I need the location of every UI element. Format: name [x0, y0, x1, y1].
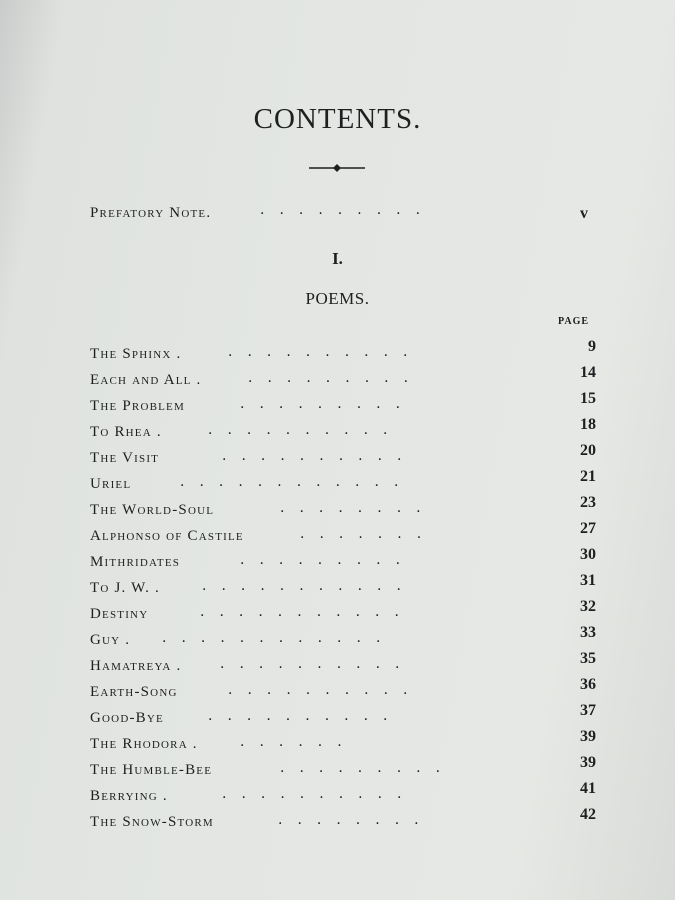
- toc-entry-page: 23: [580, 494, 596, 511]
- toc-entry-label: Hamatreya .: [90, 658, 182, 674]
- toc-entry-label: Mithridates: [90, 554, 181, 570]
- toc-entry-page: 14: [580, 364, 596, 381]
- toc-entry-page: 36: [580, 676, 596, 693]
- page-column-header: PAGE: [558, 316, 590, 327]
- toc-entry-label: The Sphinx .: [90, 346, 182, 362]
- toc-entry-label: Good-Bye: [90, 710, 164, 726]
- toc-entry: [90, 702, 596, 728]
- toc-entry: [90, 624, 596, 650]
- toc-entry-label: The Rhodora .: [90, 736, 198, 752]
- leader-dots: ·········: [280, 764, 456, 780]
- toc-entry: [90, 728, 596, 754]
- toc-entry: [90, 598, 596, 624]
- leader-dots: ········: [280, 504, 436, 520]
- leader-dots: ··········: [228, 348, 423, 364]
- toc-entry-page: 30: [580, 546, 596, 563]
- toc-entry: [90, 780, 596, 806]
- toc-entry-page: 42: [580, 806, 596, 823]
- toc-entry: [90, 754, 596, 780]
- leader-dots: ·········: [240, 556, 416, 572]
- toc-entry: [90, 390, 596, 416]
- toc-entry-label: Earth-Song: [90, 684, 178, 700]
- toc-entry-page: 39: [580, 728, 596, 745]
- toc-list: [90, 338, 596, 832]
- toc-entry-page: v: [580, 205, 588, 222]
- toc-entry-label: Each and All .: [90, 372, 202, 388]
- toc-entry: [90, 520, 596, 546]
- toc-entry-label: Destiny: [90, 606, 149, 622]
- toc-entry: [90, 676, 596, 702]
- leader-dots: ··········: [220, 660, 415, 676]
- page-title: CONTENTS.: [253, 103, 422, 135]
- toc-entry-page: 41: [580, 780, 596, 797]
- toc-entry: [90, 546, 596, 572]
- toc-entry-label: The Humble-Bee: [90, 762, 213, 778]
- leader-dots: ·········: [240, 400, 416, 416]
- leader-dots: ··········: [222, 452, 417, 468]
- toc-entry-prefatory: [90, 205, 600, 227]
- leader-dots: ············: [162, 634, 396, 650]
- toc-entry-page: 9: [588, 338, 596, 355]
- leader-dots: ······: [240, 738, 357, 754]
- toc-entry: [90, 572, 596, 598]
- toc-entry: [90, 338, 596, 364]
- leader-dots: ··········: [208, 712, 403, 728]
- toc-entry-page: 20: [580, 442, 596, 459]
- toc-entry-label: Alphonso of Castile: [90, 528, 244, 544]
- toc-entry-page: 15: [580, 390, 596, 407]
- toc-entry-label: To Rhea .: [90, 424, 162, 440]
- section-title: POEMS.: [305, 289, 370, 308]
- toc-entry-page: 33: [580, 624, 596, 641]
- toc-entry: [90, 650, 596, 676]
- toc-entry: [90, 494, 596, 520]
- toc-entry: [90, 806, 596, 832]
- section-number: I.: [332, 249, 343, 268]
- toc-entry-page: 21: [580, 468, 596, 485]
- leader-dots: ········: [278, 816, 434, 832]
- toc-entry-label: To J. W. .: [90, 580, 160, 596]
- toc-entry-page: 18: [580, 416, 596, 433]
- toc-entry-label: Uriel: [90, 476, 132, 492]
- toc-entry: [90, 442, 596, 468]
- leader-dots: ·········: [260, 206, 436, 222]
- toc-entry: [90, 468, 596, 494]
- leader-dots: ·········: [248, 374, 424, 390]
- toc-entry-page: 35: [580, 650, 596, 667]
- toc-entry-page: 39: [580, 754, 596, 771]
- toc-entry-page: 31: [580, 572, 596, 589]
- ornament-divider: [307, 160, 367, 176]
- leader-dots: ··········: [222, 790, 417, 806]
- toc-entry: [90, 364, 596, 390]
- leader-dots: ···········: [202, 582, 416, 598]
- toc-entry-label: Guy .: [90, 632, 131, 648]
- toc-entry: [90, 416, 596, 442]
- leader-dots: ·······: [300, 530, 437, 546]
- toc-entry-label: Prefatory Note.: [90, 205, 212, 221]
- leader-dots: ··········: [228, 686, 423, 702]
- toc-entry-page: 37: [580, 702, 596, 719]
- leader-dots: ············: [180, 478, 414, 494]
- toc-entry-label: The Visit: [90, 450, 160, 466]
- toc-entry-page: 32: [580, 598, 596, 615]
- toc-entry-label: The Snow-Storm: [90, 814, 214, 830]
- toc-entry-page: 27: [580, 520, 596, 537]
- leader-dots: ··········: [208, 426, 403, 442]
- toc-entry-label: The World-Soul: [90, 502, 215, 518]
- toc-entry-label: The Problem: [90, 398, 185, 414]
- toc-entry-label: Berrying .: [90, 788, 168, 804]
- leader-dots: ···········: [200, 608, 414, 624]
